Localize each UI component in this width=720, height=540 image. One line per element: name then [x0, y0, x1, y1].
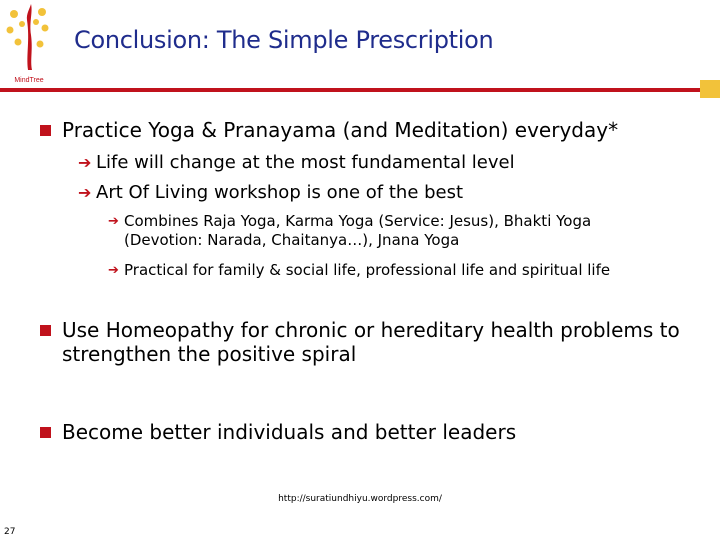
sub-bullet-text: Art Of Living workshop is one of the best [96, 182, 464, 203]
square-bullet-icon [40, 125, 51, 136]
logo-text: MindTree [14, 77, 44, 84]
header-accent-bar [700, 80, 720, 98]
arrow-bullet-icon: ➔ [108, 214, 119, 229]
sub-sub-bullet-text: Combines Raja Yoga, Karma Yoga (Service: Jesus), Bhakti Yoga (Devotion: Narada, Chaitanya…), Jnana Yoga [124, 212, 592, 249]
sub-bullet-item [78, 182, 678, 204]
sub-sub-bullet-text: Practical for family & social life, professional life and spiritual life [124, 261, 611, 279]
arrow-bullet-icon: ➔ [108, 263, 119, 278]
tree-logo-icon [0, 0, 58, 92]
footer-url: http://suratiundhiyu.wordpress.com/ [278, 494, 442, 504]
square-bullet-icon [40, 325, 51, 336]
bullet-text: Use Homeopathy for chronic or hereditary health problems to strengthen the positive spiral [62, 318, 680, 366]
bullet-item [40, 118, 700, 142]
page-number: 27 [4, 527, 16, 537]
header-divider [0, 88, 700, 92]
bullet-text: Practice Yoga & Pranayama (and Meditation) everyday* [62, 118, 619, 142]
slide-title: Conclusion: The Simple Prescription [74, 26, 494, 54]
company-logo [0, 0, 58, 92]
arrow-bullet-icon: ➔ [78, 183, 92, 202]
bullet-item [40, 318, 680, 366]
sub-bullet-item [78, 152, 678, 174]
sub-sub-bullet-item [108, 261, 668, 280]
bullet-item [40, 420, 700, 444]
sub-sub-bullet-item [108, 212, 668, 250]
arrow-bullet-icon: ➔ [78, 153, 92, 172]
sub-bullet-text: Life will change at the most fundamental level [96, 152, 515, 173]
square-bullet-icon [40, 427, 51, 438]
bullet-text: Become better individuals and better leaders [62, 420, 517, 444]
